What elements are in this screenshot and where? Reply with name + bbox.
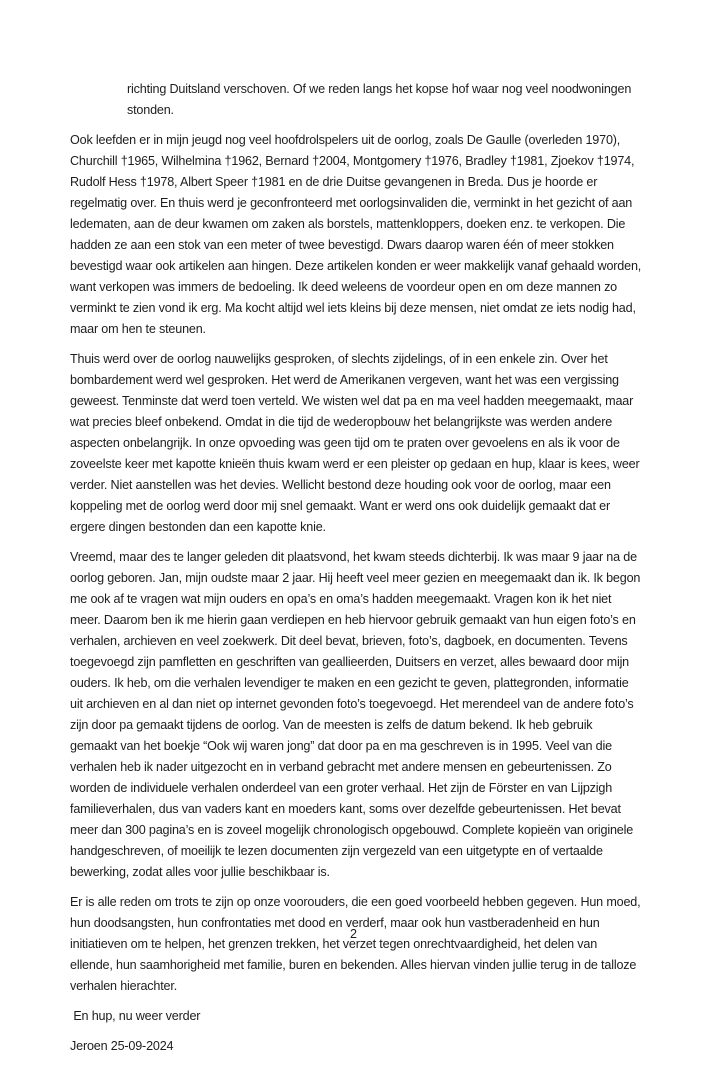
closing-line: En hup, nu weer verder <box>70 1009 201 1023</box>
page-body-text <box>70 79 645 1066</box>
paragraph-pride-in-ancestors: Er is alle reden om trots te zijn op onze voorouders, die een goed voorbeeld hebben gegeven. Hun moed, hun doodsangsten, hun confrontaties met dood en verderf, maar ook hun vastberadenheid en hun initiatieven om te helpen, het grenzen trekken, het verzet tegen onrechtvaardigheid, het delen van ellende, hun saamhorigheid met familie, buren en bekenden. Alles hiervan vinden jullie terug in de talloze verhalen hierachter. <box>70 895 644 993</box>
signature-line: Jeroen 25-09-2024 <box>70 1039 174 1053</box>
continued-paragraph: richting Duitsland verschoven. Of we reden langs het kopse hof waar nog veel noodwoningen stonden. <box>127 82 635 117</box>
page-number: 2 <box>349 927 357 941</box>
paragraph-war-talk-at-home: Thuis werd over de oorlog nauwelijks gesproken, of slechts zijdelings, of in een enkele zin. Over het bombardement werd wel gesproken. Het werd de Amerikanen vergeven, want het was een vergissing geweest. Tenminste dat werd toen verteld. We wisten wel dat pa en ma veel hadden meegemaakt, maar wat precies bleef onbekend. Omdat in die tijd de wederopbouw het belangrijkste was werden andere aspecten onbelangrijk. In onze opvoeding was geen tijd om te praten over gevoelens en als ik voor de zoveelste keer met kapotte knieën thuis kwam werd er een pleister op gedaan en hup, klaar is kees, weer verder. Niet aanstellen was het devies. Wellicht bestond deze houding ook voor de oorlog, maar een koppeling met de oorlog werd door mij snel gemaakt. Want er werd ons ook duidelijk gemaakt dat er ergere dingen bestonden dan een kapotte knie. <box>70 352 643 534</box>
paragraph-war-figures: Ook leefden er in mijn jeugd nog veel hoofdrolspelers uit de oorlog, zoals De Gaulle (overleden 1970), Churchill †1965, Wilhelmina †1962, Bernard †2004, Montgomery †1976, Bradley †1981, Zjoekov †1974, Rudolf Hess †1978, Albert Speer †1981 en de drie Duitse gevangenen in Breda. Dus je hoorde er regelmatig over. En thuis werd je geconfronteerd met oorlogsinvaliden die, verminkt in het gezicht of aan ledematen, aan de deur kwamen om zaken als borstels, mattenkloppers, doeken enz. te verkopen. Die hadden ze aan een stok van een meter of twee bevestigd. Dwars daarop waren één of meer stokken bevestigd waar ook artikelen aan hingen. Deze artikelen konden er weer makkelijk vanaf gehaald worden, want verkopen was immers de bedoeling. Ik deed weleens de voordeur open en om deze mannen zo verminkt te zien vond ik erg. Ma kocht altijd wel iets kleins bij deze mensen, niet omdat ze iets nodig had, maar om hen te steunen. <box>70 133 645 336</box>
paragraph-research-and-sources: Vreemd, maar des te langer geleden dit plaatsvond, het kwam steeds dichterbij. Ik was maar 9 jaar na de oorlog geboren. Jan, mijn oudste maar 2 jaar. Hij heeft veel meer gezien en meegemaakt dan ik. Ik begon me ook af te vragen wat mijn ouders en opa’s en oma’s hadden meegemaakt. Vragen kon ik het niet meer. Daarom ben ik me hierin gaan verdiepen en heb hiervoor gebruik gemaakt van hun eigen foto’s en verhalen, archieven en veel zoekwerk. Dit deel bevat, brieven, foto’s, dagboek, en documenten. Tevens toegevoegd zijn pamfletten en geschriften van geallieerden, Duitsers en verzet, alles bewaard door mijn ouders. Ik heb, om die verhalen levendiger te maken en een gezicht te geven, plattegronden, informatie uit archieven en al dan niet op internet gevonden foto’s toegevoegd. Het merendeel van de andere foto’s zijn door pa gemaakt tijdens de oorlog. Van de meesten is zelfs de datum bekend. Ik heb gebruik gemaakt van het boekje “Ook wij waren jong” dat door pa en ma geschreven is in 1995. Veel van die verhalen heb ik nader uitgezocht en in verband gebracht met andere mensen en gebeurtenissen. Zo worden de individuele verhalen onderdeel van een groter verhaal. Het zijn de Förster en van Lijpzigh familieverhalen, dus van vaders kant en moeders kant, soms over dezelfde gebeurtenissen. Het bevat meer dan 300 pagina’s en is zoveel mogelijk chronologisch opgebouwd. Complete kopieën van originele handgeschreven, of moeilijk te lezen documenten zijn vergezeld van een uitgetypte en of vertaalde bewerking, zodat alles voor jullie beschikbaar is. <box>70 550 644 879</box>
